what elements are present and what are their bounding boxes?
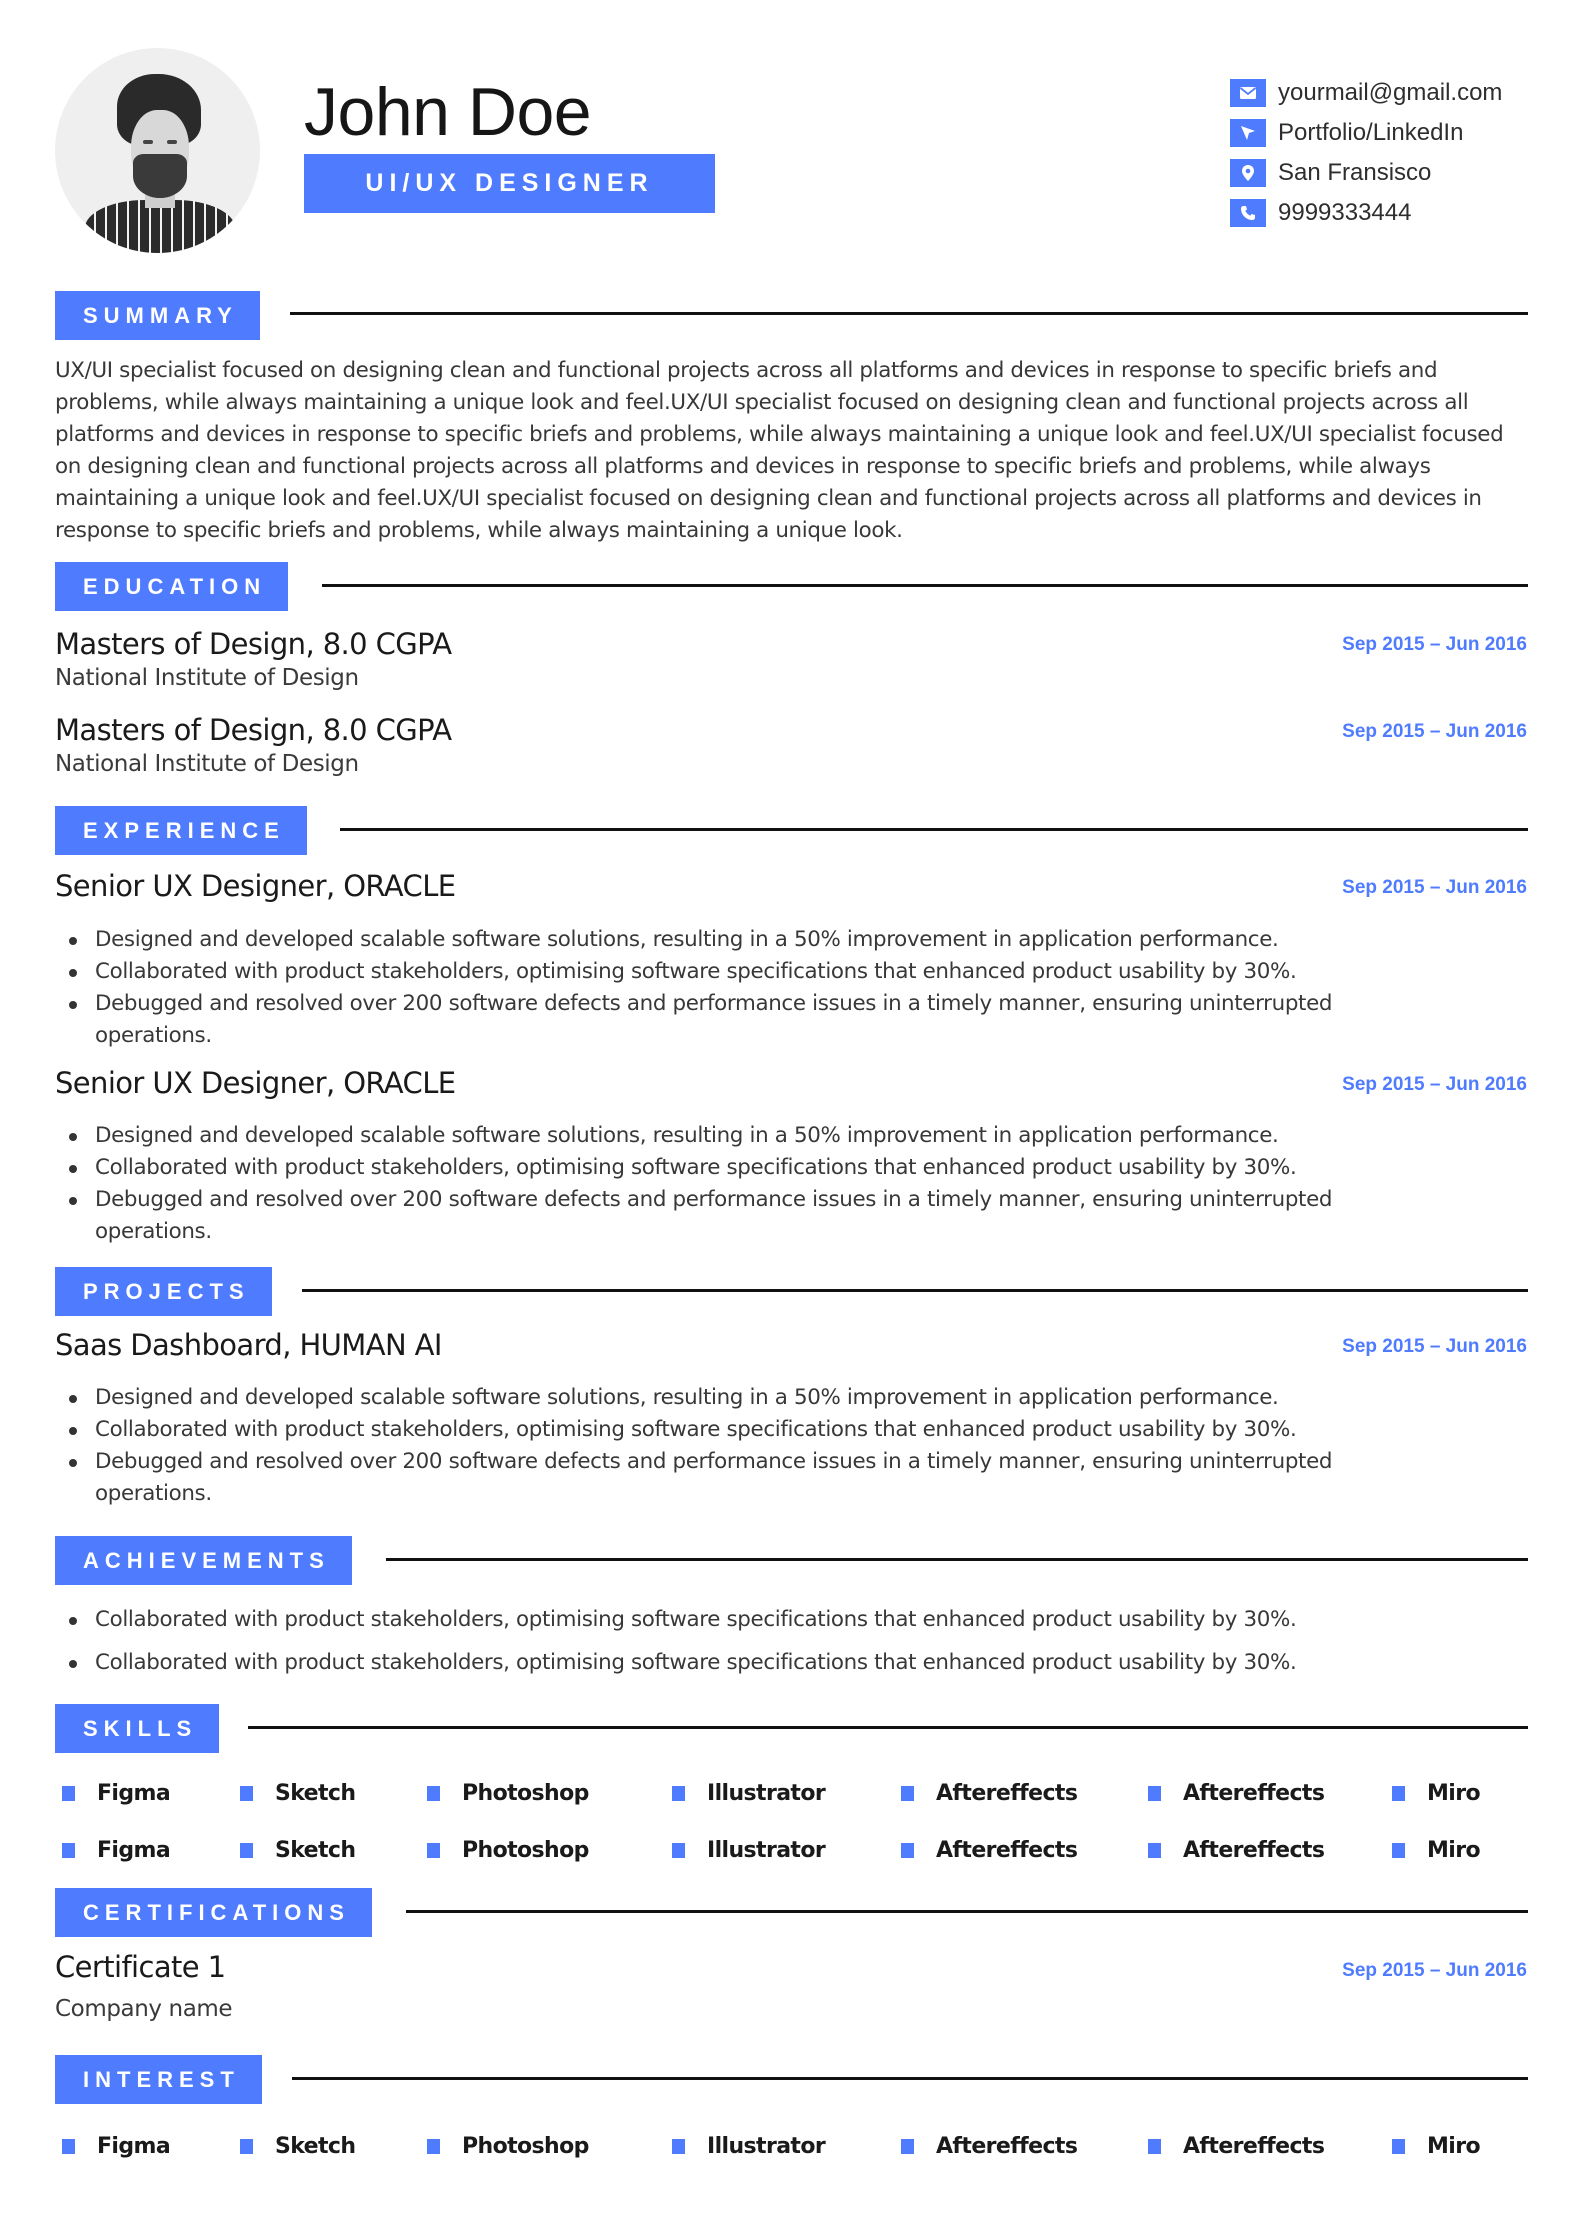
photo-eye xyxy=(143,140,153,144)
interest-label: Illustrator xyxy=(707,2133,826,2159)
photo-beard xyxy=(133,154,187,198)
contact-portfolio[interactable] xyxy=(1230,113,1502,153)
square-bullet-icon xyxy=(901,2139,914,2154)
skill-label: Sketch xyxy=(275,1780,356,1806)
contact-location-text: San Fransisco xyxy=(1278,159,1432,186)
skill-label: Miro xyxy=(1427,1837,1480,1863)
section-divider xyxy=(248,1726,1528,1729)
skill-label: Photoshop xyxy=(462,1837,589,1863)
skill-item xyxy=(240,1834,355,1866)
certification-date: Sep 2015 – Jun 2016 xyxy=(1342,1960,1527,1981)
square-bullet-icon xyxy=(672,2139,685,2154)
skill-item xyxy=(62,1777,170,1809)
section-heading-achievements: ACHIEVEMENTS xyxy=(55,1536,352,1585)
contact-location xyxy=(1230,153,1502,193)
square-bullet-icon xyxy=(901,1843,914,1858)
skill-item xyxy=(1148,1777,1324,1809)
skill-item xyxy=(672,1777,825,1809)
skill-label: Illustrator xyxy=(707,1780,826,1806)
skill-label: Figma xyxy=(97,1780,171,1806)
skill-item xyxy=(427,1834,589,1866)
interest-label: Miro xyxy=(1427,2133,1480,2159)
skill-label: Miro xyxy=(1427,1780,1480,1806)
bullet-item: Debugged and resolved over 200 software defects and performance issues in a timely manner, ensuring uninterrupted operations. xyxy=(55,1184,1455,1248)
section-divider xyxy=(340,828,1528,831)
phone-icon xyxy=(1230,199,1266,227)
square-bullet-icon xyxy=(1148,1843,1161,1858)
square-bullet-icon xyxy=(901,1786,914,1801)
candidate-name: John Doe xyxy=(304,74,592,150)
experience-date: Sep 2015 – Jun 2016 xyxy=(1342,877,1527,898)
education-title: Masters of Design, 8.0 CGPA xyxy=(55,713,452,747)
interest-item xyxy=(62,2130,170,2162)
project-date: Sep 2015 – Jun 2016 xyxy=(1342,1336,1527,1357)
section-heading-interest: INTEREST xyxy=(55,2055,262,2104)
skill-item xyxy=(672,1834,825,1866)
skill-label: Illustrator xyxy=(707,1837,826,1863)
education-institution: National Institute of Design xyxy=(55,665,359,691)
square-bullet-icon xyxy=(240,2139,253,2154)
skill-item xyxy=(1392,1777,1480,1809)
skill-label: Aftereffects xyxy=(1183,1780,1325,1806)
interest-item xyxy=(1392,2130,1480,2162)
section-divider xyxy=(406,1910,1528,1913)
interest-label: Figma xyxy=(97,2133,171,2159)
bullet-item: Debugged and resolved over 200 software defects and performance issues in a timely manner, ensuring uninterrupted operations. xyxy=(55,988,1455,1052)
skill-label: Sketch xyxy=(275,1837,356,1863)
square-bullet-icon xyxy=(427,2139,440,2154)
section-divider xyxy=(292,2077,1528,2080)
mail-icon xyxy=(1230,79,1266,107)
interest-item xyxy=(240,2130,355,2162)
bullet-item: Collaborated with product stakeholders, optimising software specifications that enhanced product usability by 30%. xyxy=(55,1414,1455,1446)
experience-title: Senior UX Designer, ORACLE xyxy=(55,1066,456,1100)
education-title: Masters of Design, 8.0 CGPA xyxy=(55,627,452,661)
skill-label: Figma xyxy=(97,1837,171,1863)
square-bullet-icon xyxy=(1148,1786,1161,1801)
contact-email[interactable] xyxy=(1230,73,1502,113)
experience-bullets xyxy=(55,1120,1455,1248)
section-heading-skills: SKILLS xyxy=(55,1704,219,1753)
square-bullet-icon xyxy=(672,1843,685,1858)
interest-label: Sketch xyxy=(275,2133,356,2159)
square-bullet-icon xyxy=(62,1786,75,1801)
interest-item xyxy=(672,2130,825,2162)
bullet-item: Collaborated with product stakeholders, optimising software specifications that enhanced product usability by 30%. xyxy=(55,1152,1455,1184)
square-bullet-icon xyxy=(62,2139,75,2154)
square-bullet-icon xyxy=(1392,1786,1405,1801)
contact-phone-text: 9999333444 xyxy=(1278,199,1412,226)
square-bullet-icon xyxy=(427,1786,440,1801)
profile-photo xyxy=(55,48,260,253)
square-bullet-icon xyxy=(672,1786,685,1801)
skill-item xyxy=(62,1834,170,1866)
skills-row xyxy=(55,1834,1535,1866)
skill-item xyxy=(240,1777,355,1809)
skill-item xyxy=(901,1834,1077,1866)
section-divider xyxy=(322,584,1528,587)
skill-item xyxy=(427,1777,589,1809)
interest-label: Aftereffects xyxy=(936,2133,1078,2159)
square-bullet-icon xyxy=(1148,2139,1161,2154)
bullet-item: Debugged and resolved over 200 software defects and performance issues in a timely manner, ensuring uninterrupted operations. xyxy=(55,1446,1455,1510)
bullet-item: Collaborated with product stakeholders, optimising software specifications that enhanced product usability by 30%. xyxy=(55,1604,1455,1636)
interest-label: Aftereffects xyxy=(1183,2133,1325,2159)
location-arrow-icon xyxy=(1230,119,1266,147)
section-divider xyxy=(302,1289,1528,1292)
section-divider xyxy=(386,1558,1528,1561)
role-badge: UI/UX DESIGNER xyxy=(304,154,715,213)
section-heading-summary: SUMMARY xyxy=(55,291,260,340)
square-bullet-icon xyxy=(240,1786,253,1801)
interest-item xyxy=(901,2130,1077,2162)
contact-email-text: yourmail@gmail.com xyxy=(1278,79,1503,106)
education-institution: National Institute of Design xyxy=(55,751,359,777)
section-heading-certifications: CERTIFICATIONS xyxy=(55,1888,372,1937)
bullet-item: Collaborated with product stakeholders, optimising software specifications that enhanced product usability by 30%. xyxy=(55,1647,1455,1679)
section-divider xyxy=(290,312,1528,315)
experience-date: Sep 2015 – Jun 2016 xyxy=(1342,1074,1527,1095)
square-bullet-icon xyxy=(427,1843,440,1858)
interest-item xyxy=(1148,2130,1324,2162)
photo-eye xyxy=(167,140,177,144)
contact-portfolio-text: Portfolio/LinkedIn xyxy=(1278,119,1464,146)
skill-item xyxy=(901,1777,1077,1809)
map-pin-icon xyxy=(1230,159,1266,187)
bullet-item: Designed and developed scalable software solutions, resulting in a 50% improvement in application performance. xyxy=(55,1382,1455,1414)
certification-title: Certificate 1 xyxy=(55,1950,226,1984)
section-heading-projects: PROJECTS xyxy=(55,1267,272,1316)
project-title: Saas Dashboard, HUMAN AI xyxy=(55,1328,442,1362)
skill-item xyxy=(1148,1834,1324,1866)
skill-label: Aftereffects xyxy=(936,1837,1078,1863)
square-bullet-icon xyxy=(62,1843,75,1858)
section-heading-education: EDUCATION xyxy=(55,562,288,611)
certification-issuer: Company name xyxy=(55,1996,233,2022)
summary-text: UX/UI specialist focused on designing clean and functional projects across all platforms and devices in response to specific briefs and problems, while always maintaining a unique look and feel.UX/UI specialist focused on designing clean and functional projects across all platforms and devices in response to specific briefs and problems, while always maintaining a unique look and feel.UX/UI specialist focused on designing clean and functional projects across all platforms and devices in response to specific briefs and problems, while always maintaining a unique look and feel.UX/UI specialist focused on designing clean and functional projects across all platforms and devices in response to specific briefs and problems, while always maintaining a unique look. xyxy=(55,358,1504,543)
skill-label: Photoshop xyxy=(462,1780,589,1806)
education-date: Sep 2015 – Jun 2016 xyxy=(1342,721,1527,742)
project-bullets xyxy=(55,1382,1455,1510)
square-bullet-icon xyxy=(1392,2139,1405,2154)
section-heading-experience: EXPERIENCE xyxy=(55,806,307,855)
bullet-item: Collaborated with product stakeholders, optimising software specifications that enhanced product usability by 30%. xyxy=(55,956,1455,988)
skill-item xyxy=(1392,1834,1480,1866)
experience-bullets xyxy=(55,924,1455,1052)
square-bullet-icon xyxy=(1392,1843,1405,1858)
education-date: Sep 2015 – Jun 2016 xyxy=(1342,634,1527,655)
skills-row xyxy=(55,1777,1535,1809)
interest-row xyxy=(55,2130,1535,2162)
interest-label: Photoshop xyxy=(462,2133,589,2159)
contact-list xyxy=(1230,73,1502,233)
bullet-item: Designed and developed scalable software solutions, resulting in a 50% improvement in application performance. xyxy=(55,924,1455,956)
contact-phone[interactable] xyxy=(1230,193,1502,233)
bullet-item: Designed and developed scalable software solutions, resulting in a 50% improvement in application performance. xyxy=(55,1120,1455,1152)
interest-item xyxy=(427,2130,589,2162)
square-bullet-icon xyxy=(240,1843,253,1858)
skill-label: Aftereffects xyxy=(1183,1837,1325,1863)
skill-label: Aftereffects xyxy=(936,1780,1078,1806)
experience-title: Senior UX Designer, ORACLE xyxy=(55,869,456,903)
achievement-bullets xyxy=(55,1604,1455,1690)
